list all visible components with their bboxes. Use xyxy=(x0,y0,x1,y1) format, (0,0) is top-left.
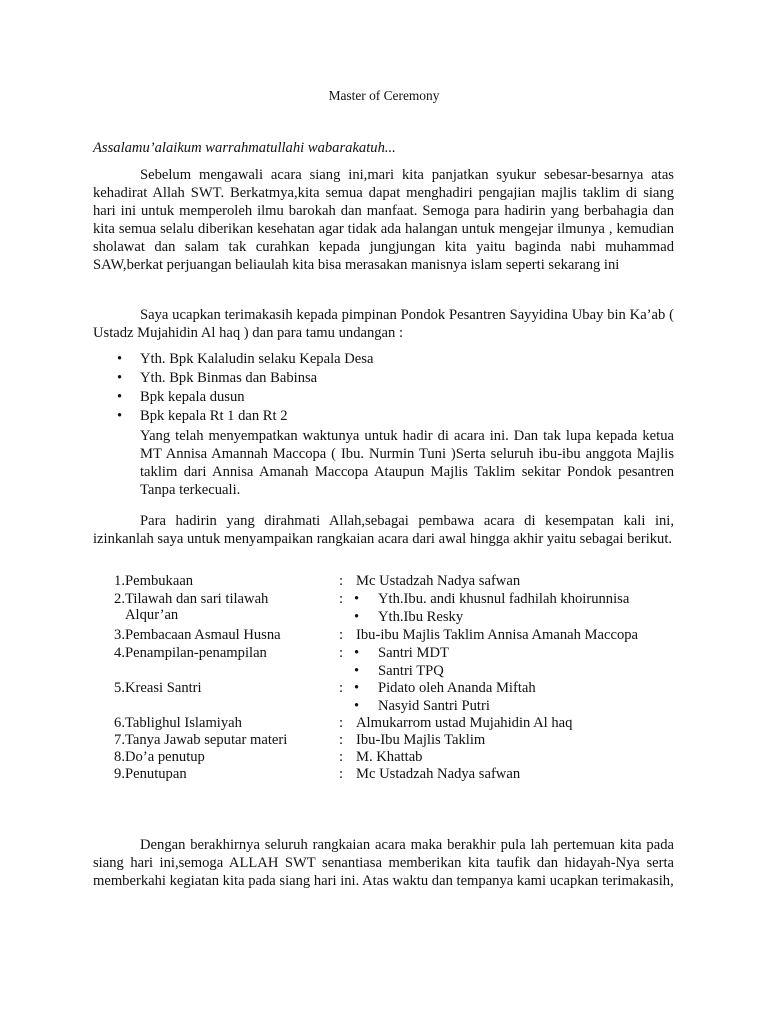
agenda-item: Tanya Jawab seputar materi xyxy=(125,732,288,748)
agenda-row xyxy=(93,680,536,714)
agenda-number: 5. xyxy=(114,680,125,696)
agenda-colon: : xyxy=(339,573,344,589)
agenda-item: Pembukaan xyxy=(125,573,194,589)
agenda-row xyxy=(93,766,521,783)
agenda-colon: : xyxy=(339,645,344,661)
agenda-value: M. Khattab xyxy=(356,749,423,765)
thanks-paragraph-text: Saya ucapkan terimakasih kepada pimpinan Pondok Pesantren Sayyidina Ubay bin Ka’ab ( Ustadz Mujahidin Al haq ) dan para tamu undangan : xyxy=(93,307,674,341)
agenda-row xyxy=(93,627,639,644)
agenda-item: Tablighul Islamiyah xyxy=(125,715,242,731)
agenda-colon: : xyxy=(339,732,344,748)
agenda-value: Mc Ustadzah Nadya safwan xyxy=(356,573,521,589)
agenda-intro-text: Para hadirin yang dirahmati Allah,sebagai pembawa acara di kesempatan kali ini, izinkanlah saya untuk menyampaikan rangkaian acara dari awal hingga akhir yaitu sebagai berikut. xyxy=(93,513,674,547)
guest-list-item: • Bpk kepala dusun xyxy=(93,388,674,407)
agenda-intro-paragraph xyxy=(93,512,674,548)
agenda-row xyxy=(93,573,521,590)
agenda-row xyxy=(93,645,449,679)
opening-paragraph xyxy=(93,166,674,274)
agenda-colon: : xyxy=(339,591,344,607)
agenda-value: Ibu-Ibu Majlis Taklim xyxy=(356,732,486,748)
agenda-row xyxy=(93,715,573,732)
agenda-value: Mc Ustadzah Nadya safwan xyxy=(356,766,521,782)
acknowledgement-paragraph: Yang telah menyempatkan waktunya untuk hadir di acara ini. Dan tak lupa kepada ketua MT Annisa Amannah Maccopa ( Ibu. Nurmin Tuni )Serta seluruh ibu-ibu anggota Majlis taklim dari Annisa Amanah Maccopa Ataupun Majlis Taklim sekitar Pondok pesantren Tanpa terkecuali. xyxy=(140,428,674,498)
agenda-colon: : xyxy=(339,749,344,765)
agenda-item: Kreasi Santri xyxy=(125,680,202,696)
greeting: Assalamu’alaikum warrahmatullahi wabarakatuh... xyxy=(93,140,396,156)
agenda-number: 1. xyxy=(114,573,125,589)
guest-list-item: • Yth. Bpk Binmas dan Babinsa xyxy=(93,369,674,388)
agenda-number: 7. xyxy=(114,732,125,748)
agenda-number: 8. xyxy=(114,749,125,765)
agenda-colon: : xyxy=(339,680,344,696)
agenda-subitem: • Yth.Ibu Resky xyxy=(378,609,463,626)
agenda-row xyxy=(93,732,486,749)
document-title: Master of Ceremony xyxy=(328,88,440,103)
agenda-number: 4. xyxy=(114,645,125,661)
agenda-subitem: • Santri MDT xyxy=(378,645,449,662)
agenda-row xyxy=(93,749,423,766)
guest-list-item: • Bpk kepala Rt 1 dan Rt 2 xyxy=(93,407,674,426)
agenda-item: Do’a penutup xyxy=(125,749,205,765)
agenda-number: 2. xyxy=(114,591,125,607)
agenda-value: Ibu-ibu Majlis Taklim Annisa Amanah Maccopa xyxy=(356,627,639,643)
closing-paragraph xyxy=(93,836,674,890)
agenda-number: 6. xyxy=(114,715,125,731)
agenda-number: 3. xyxy=(114,627,125,643)
agenda-number: 9. xyxy=(114,766,125,782)
agenda-value: Almukarrom ustad Mujahidin Al haq xyxy=(356,715,573,731)
opening-paragraph-text: Sebelum mengawali acara siang ini,mari kita panjatkan syukur sebesar-besarnya atas kehadirat Allah SWT. Berkatmya,kita semua dapat menghadiri pengajian majlis taklim di siang hari ini untuk memperoleh ilmu barokah dan manfaat. Semoga para hadirin yang berbahagia dan kita semua selalu diberikan kesehatan agar tidak ada halangan untuk mengejar ilmunya , kemudian sholawat dan salam tak curahkan kepada jungjungan kita yaitu baginda nabi muhammad SAW,berkat perjuangan beliaulah kita bisa merasakan manisnya islam seperti sekarang ini xyxy=(93,167,674,273)
guest-list xyxy=(93,350,674,426)
agenda-item: Penutupan xyxy=(125,766,187,782)
thanks-paragraph xyxy=(93,306,674,342)
agenda-colon: : xyxy=(339,766,344,782)
agenda-item: Penampilan-penampilan xyxy=(125,645,267,661)
agenda-row xyxy=(93,591,630,625)
agenda-item: Tilawah dan sari tilawah Alqur’an xyxy=(125,591,269,623)
closing-paragraph-text: Dengan berakhirnya seluruh rangkaian acara maka berakhir pula lah pertemuan kita pada siang hari ini,semoga ALLAH SWT senantiasa memberikan kita taufik dan hidayah-Nya serta memberkahi kegiatan kita pada siang hari ini. Atas waktu dan tempanya kami ucapkan terimakasih, xyxy=(93,837,674,889)
agenda-subitem: • Santri TPQ xyxy=(378,663,444,680)
agenda-subitem: • Pidato oleh Ananda Miftah xyxy=(378,680,536,697)
agenda-item: Pembacaan Asmaul Husna xyxy=(125,627,281,643)
guest-list-item: • Yth. Bpk Kalaludin selaku Kepala Desa xyxy=(93,350,674,369)
agenda-subitem: • Nasyid Santri Putri xyxy=(378,698,490,715)
agenda-subitem: • Yth.Ibu. andi khusnul fadhilah khoirunnisa xyxy=(378,591,629,608)
agenda-colon: : xyxy=(339,715,344,731)
agenda-colon: : xyxy=(339,627,344,643)
